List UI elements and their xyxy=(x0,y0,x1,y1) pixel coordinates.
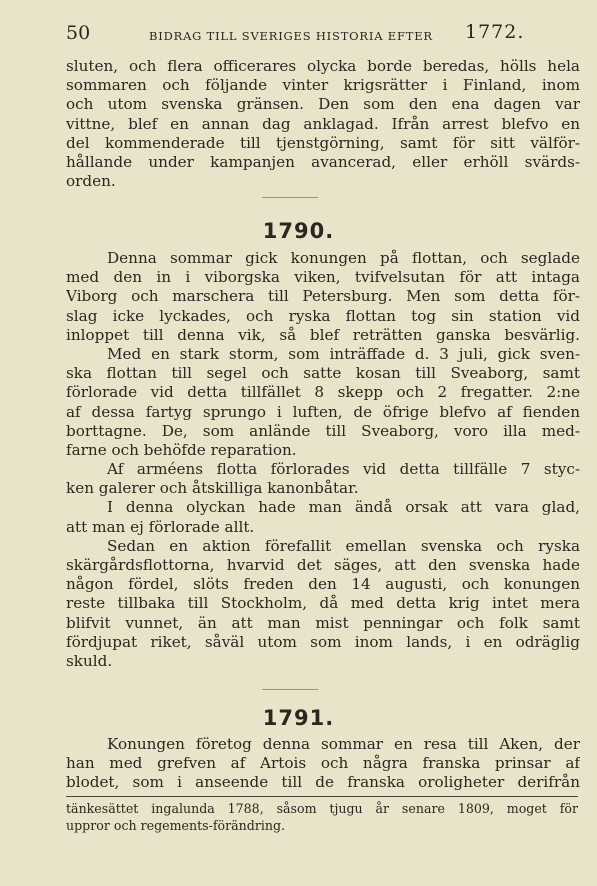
text-line: Konungen företog denna sommar en resa till Aken, der xyxy=(107,735,580,753)
text-line: förlorade vid detta tillfället 8 skepp och 2 fregatter. 2:ne xyxy=(66,383,580,402)
text-line: reste tillbaka till Stockholm, då med detta krig intet mera xyxy=(66,594,580,613)
text-line: att man ej förlorade allt. xyxy=(66,517,255,536)
text-line: han med grefven af Artois och några franska prinsar af xyxy=(66,754,580,773)
text-line: af dessa fartyg sprungo i luften, de öfrige blefvo af fienden xyxy=(66,402,580,421)
section-heading-1790: 1790. xyxy=(262,219,335,243)
section-1791-body xyxy=(66,735,580,793)
text-line: del kommenderade till tjenstgörning, samt för sitt välför- xyxy=(66,133,580,152)
section-divider xyxy=(262,689,318,690)
running-title: BIDRAG TILL SVERIGES HISTORIA EFTER xyxy=(149,29,433,43)
text-line: skärgårdsflottorna, hvarvid det säges, att den svenska hade xyxy=(66,556,580,574)
footnote xyxy=(66,800,578,834)
text-line: Denna sommar gick konungen på flottan, och seglade xyxy=(107,249,580,267)
text-line: slag icke lyckades, och ryska flottan tog sin station vid xyxy=(66,306,580,325)
text-line: skuld. xyxy=(66,651,113,670)
page-header xyxy=(66,22,578,48)
footnote-rule xyxy=(66,796,578,797)
text-line: blifvit vunnet, än att man mist penningar och folk samt xyxy=(66,613,580,632)
text-line: fördjupat riket, såväl utom som inom lands, i en odräglig xyxy=(66,632,580,651)
text-line: hållande under kampanjen avancerad, eller erhöll svärds- xyxy=(66,152,580,171)
section-1790-body xyxy=(66,249,580,671)
text-line: med den in i viborgska viken, tvifvelsutan för att intaga xyxy=(66,268,580,287)
text-line: I denna olyckan hade man ändå orsak att vara glad, xyxy=(107,498,580,517)
text-line: sluten, och flera officerares olycka borde beredas, hölls hela xyxy=(66,57,580,75)
opening-paragraph xyxy=(66,57,580,191)
text-line: någon fördel, slöts freden den 14 augusti, och konungen xyxy=(66,575,580,594)
text-line: orden. xyxy=(66,172,116,191)
page-number: 50 xyxy=(66,22,91,44)
text-line: inloppet till denna vik, så blef reträtten ganska besvärlig. xyxy=(66,325,580,344)
text-line: Sedan en aktion förefallit emellan svenska och ryska xyxy=(107,536,580,555)
section-divider xyxy=(262,197,318,198)
text-line: och utom svenska gränsen. Den som den ena dagen var xyxy=(66,95,580,114)
text-line: vittne, blef en annan dag anklagad. Ifrån arrest blefvo en xyxy=(66,114,580,133)
text-line: ken galerer och åtskilliga kanonbåtar. xyxy=(66,479,359,498)
running-year: 1772. xyxy=(465,21,525,43)
footnote-line: tänkesättet ingalunda 1788, såsom tjugu år senare 1809, moget för xyxy=(66,801,578,816)
text-line: Af arméens flotta förlorades vid detta tillfälle 7 styc- xyxy=(107,460,580,479)
footnote-line: uppror och regements-förändring. xyxy=(66,818,286,833)
text-line: ska flottan till segel och satte kosan till Sveaborg, samt xyxy=(66,364,580,383)
text-line: sommaren och följande vinter krigsrätter i Finland, inom xyxy=(66,76,580,95)
text-line: farne och behöfde reparation. xyxy=(66,440,297,459)
text-line: blodet, som i anseende till de franska oroligheter derifrån xyxy=(66,773,580,792)
text-line: Viborg och marschera till Petersburg. Men som detta för- xyxy=(66,287,580,306)
text-line: Med en stark storm, som inträffade d. 3 juli, gick sven- xyxy=(107,344,580,363)
section-heading-1791: 1791. xyxy=(262,706,335,730)
text-line: borttagne. De, som anlände till Sveaborg, voro illa med- xyxy=(66,421,580,440)
